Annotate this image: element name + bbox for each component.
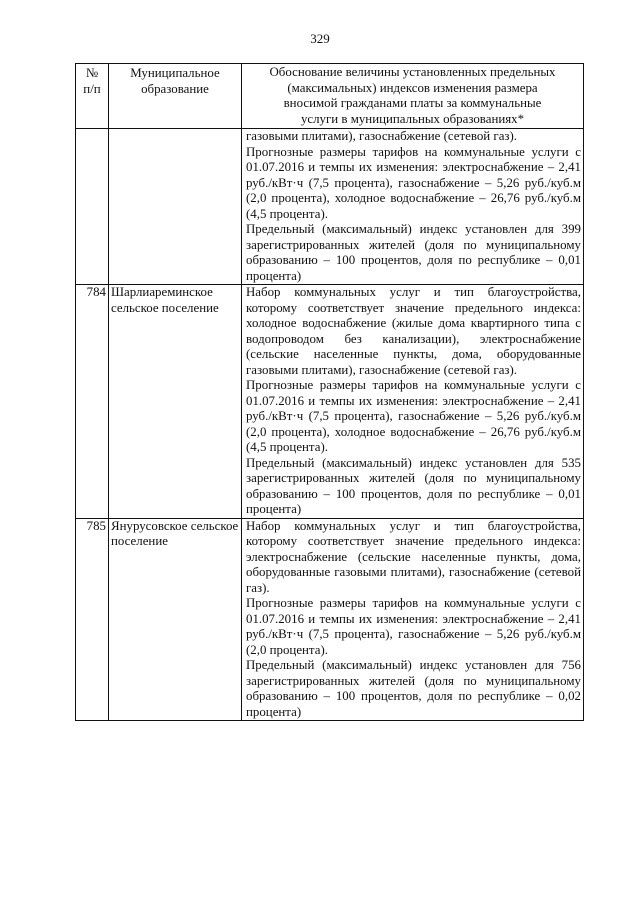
- row-number: 784: [76, 285, 109, 519]
- row-municipality: [109, 129, 242, 285]
- page-number: 329: [310, 31, 330, 46]
- header-municipality-line1: Муниципальное: [130, 66, 220, 80]
- row-paragraph: Прогнозные размеры тарифов на коммунальные услуги с 01.07.2016 и темпы их изменения: электроснабжение – 2,41 руб./кВт·ч (7,5 процента), газоснабжение – 5,26 руб./куб.м (2,0 процента), холодное водоснабжение – 26,76 руб./куб.м (4,5 процента).: [246, 378, 581, 454]
- header-number-line1: №: [85, 66, 99, 80]
- header-municipality: [109, 64, 242, 129]
- header-basis-line3: вносимой гражданами платы за коммунальные: [283, 96, 542, 110]
- row-municipality: Янурусовское сельское поселение: [109, 518, 242, 721]
- header-basis-line4: услуги в муниципальных образованиях*: [300, 111, 525, 126]
- header-basis-line2: (максимальных) индексов изменения размера: [287, 80, 538, 95]
- header-basis: [242, 64, 584, 129]
- header-municipality-line2: образование: [141, 81, 209, 96]
- tariff-table: [75, 63, 584, 721]
- row-paragraph: Предельный (максимальный) индекс установлен для 535 зарегистрированных жителей (доля по муниципальному образованию – 100 процентов, доля по республике – 0,01 процента): [246, 455, 581, 516]
- row-paragraph: Предельный (максимальный) индекс установлен для 399 зарегистрированных жителей (доля по муниципальному образованию – 100 процентов, доля по республике – 0,01 процента): [246, 222, 581, 283]
- row-number: 785: [76, 518, 109, 721]
- row-paragraph: Набор коммунальных услуг и тип благоустройства, которому соответствует значение предельного индекса: холодное водоснабжение (жилые дома квартирного типа с водопроводом без канализации), электроснабжение (сельские населенные пункты, дома, оборудованные газовыми плитами), газоснабжение (сетевой газ).: [246, 285, 581, 377]
- row-number: [76, 129, 109, 285]
- table-row: [76, 285, 584, 519]
- row-paragraph: Набор коммунальных услуг и тип благоустройства, которому соответствует значение предельного индекса: электроснабжение (сельские населенные пункты, дома, оборудованные газовыми плитами), газоснабжение (сетевой газ).: [246, 518, 581, 595]
- table-row: [76, 518, 584, 721]
- row-basis: [242, 129, 584, 285]
- table-row: [76, 129, 584, 285]
- row-municipality: Шарлиареминское сельское поселение: [109, 285, 242, 519]
- header-number-line2: п/п: [83, 81, 101, 96]
- header-number: [76, 64, 109, 129]
- row-basis: [242, 518, 584, 721]
- table-header-row: [76, 64, 584, 129]
- row-paragraph: Прогнозные размеры тарифов на коммунальные услуги с 01.07.2016 и темпы их изменения: электроснабжение – 2,41 руб./кВт·ч (7,5 процента), газоснабжение – 5,26 руб./куб.м (2,0 процента).: [246, 596, 581, 657]
- row-paragraph: Предельный (максимальный) индекс установлен для 756 зарегистрированных жителей (доля по муниципальному образованию – 100 процентов, доля по республике – 0,02 процента): [246, 658, 581, 719]
- header-basis-line1: Обоснование величины установленных предельных: [269, 65, 556, 79]
- row-paragraph: газовыми плитами), газоснабжение (сетевой газ).: [246, 129, 518, 143]
- row-paragraph: Прогнозные размеры тарифов на коммунальные услуги с 01.07.2016 и темпы их изменения: электроснабжение – 2,41 руб./кВт·ч (7,5 процента), газоснабжение – 5,26 руб./куб.м (2,0 процента), холодное водоснабжение – 26,76 руб./куб.м (4,5 процента).: [246, 144, 581, 221]
- row-basis: [242, 285, 584, 519]
